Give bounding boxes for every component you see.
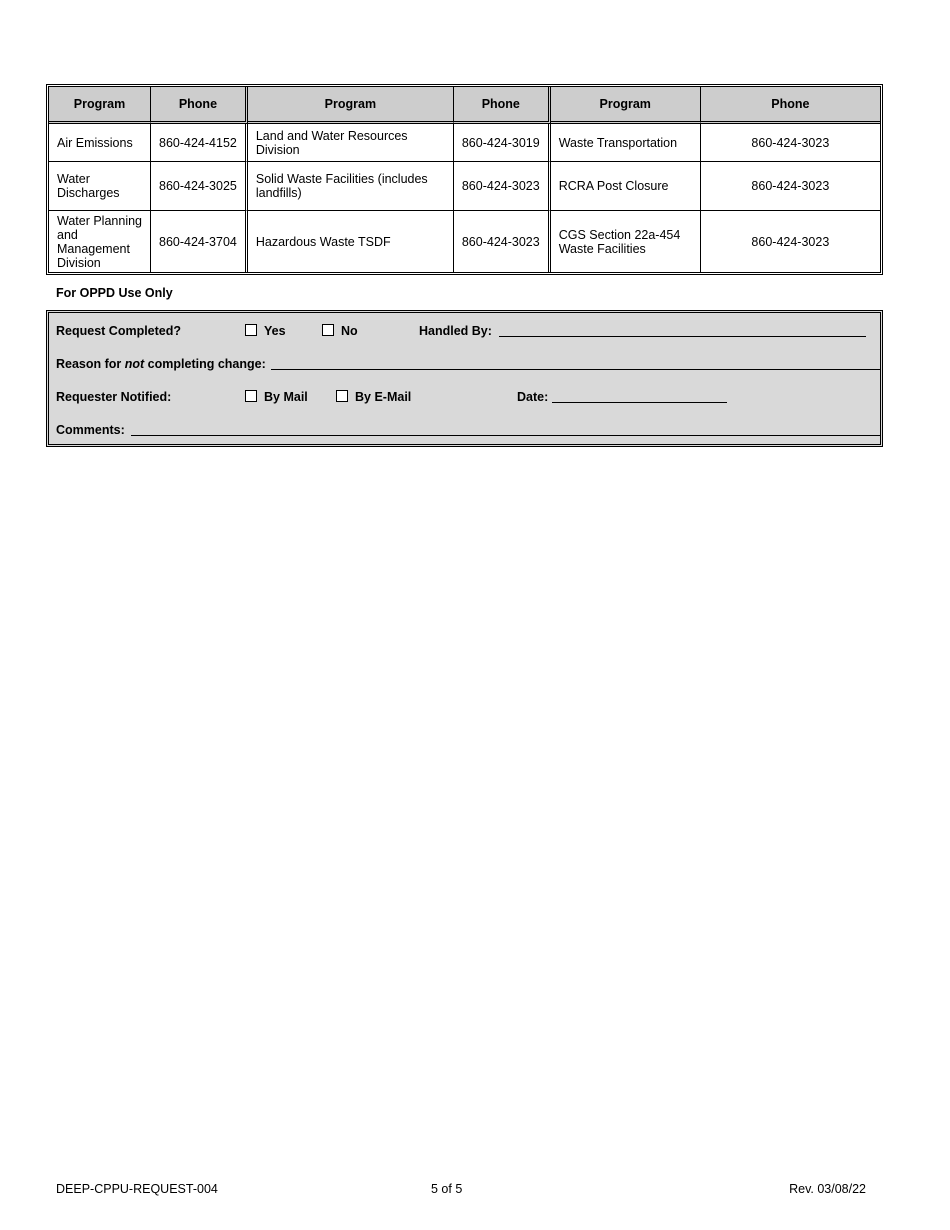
- program-cell: Air Emissions: [49, 124, 151, 162]
- requester-notified-label: Requester Notified:: [56, 390, 172, 404]
- program-contacts-table: [46, 84, 883, 275]
- column-header-phone: Phone: [454, 87, 551, 124]
- column-header-phone: Phone: [701, 87, 880, 124]
- column-header-program: Program: [248, 87, 454, 124]
- table-row: [49, 211, 880, 272]
- comments-field[interactable]: [131, 435, 880, 436]
- reason-field[interactable]: [271, 369, 880, 370]
- program-cell: Land and Water Resources Division: [248, 124, 454, 162]
- phone-cell: 860-424-3023: [751, 234, 830, 249]
- phone-cell: 860-424-3025: [151, 162, 248, 211]
- yes-label: Yes: [264, 324, 286, 338]
- program-cell: Hazardous Waste TSDF: [248, 211, 454, 272]
- oppd-section-title: For OPPD Use Only: [56, 286, 173, 300]
- no-checkbox[interactable]: [322, 324, 334, 336]
- reason-label: Reason for not completing change:: [56, 357, 266, 371]
- requester-notified-row: [49, 379, 880, 412]
- date-label: Date:: [517, 390, 549, 404]
- column-header-phone: Phone: [151, 87, 248, 124]
- comments-row: [49, 412, 880, 442]
- program-cell: Solid Waste Facilities (includes landfills): [248, 162, 454, 211]
- by-mail-label: By Mail: [264, 390, 308, 404]
- phone-cell: 860-424-3023: [701, 124, 880, 162]
- by-email-option[interactable]: [336, 390, 411, 404]
- column-header-program: Program: [551, 87, 701, 124]
- by-email-checkbox[interactable]: [336, 390, 348, 402]
- form-id: DEEP-CPPU-REQUEST-004: [56, 1182, 218, 1196]
- table-row: [49, 162, 880, 211]
- phone-cell: 860-424-3019: [454, 124, 551, 162]
- handled-by-label: Handled By:: [419, 324, 492, 338]
- by-email-label: By E-Mail: [355, 390, 412, 404]
- phone-cell: 860-424-3023: [454, 162, 551, 211]
- program-cell: CGS Section 22a-454 Waste Facilities: [551, 211, 701, 272]
- request-completed-label: Request Completed?: [56, 324, 182, 338]
- no-option[interactable]: [322, 324, 358, 338]
- column-header-program: Program: [49, 87, 151, 124]
- program-cell: Waste Transportation: [551, 124, 701, 162]
- phone-cell: 860-424-4152: [151, 124, 248, 162]
- oppd-use-only-box: [46, 310, 883, 447]
- table-row: [49, 124, 880, 162]
- request-completed-row: [49, 313, 880, 346]
- yes-checkbox[interactable]: [245, 324, 257, 336]
- reason-row: [49, 346, 880, 379]
- program-cell: Water Discharges: [49, 162, 151, 211]
- phone-cell: 860-424-3023: [701, 162, 880, 211]
- by-mail-option[interactable]: [245, 390, 308, 404]
- no-label: No: [341, 324, 358, 338]
- yes-option[interactable]: [245, 324, 286, 338]
- revision-date: Rev. 03/08/22: [789, 1182, 866, 1196]
- by-mail-checkbox[interactable]: [245, 390, 257, 402]
- phone-cell: 860-424-3023: [454, 211, 551, 272]
- page-number: 5 of 5: [431, 1182, 463, 1196]
- date-field[interactable]: [552, 402, 727, 403]
- program-cell: RCRA Post Closure: [551, 162, 701, 211]
- comments-label: Comments:: [56, 423, 125, 437]
- handled-by-field[interactable]: [499, 336, 866, 337]
- program-cell: Water Planning and Management Division: [49, 211, 151, 272]
- phone-cell: 860-424-3704: [151, 211, 248, 272]
- table-header-row: [49, 87, 880, 124]
